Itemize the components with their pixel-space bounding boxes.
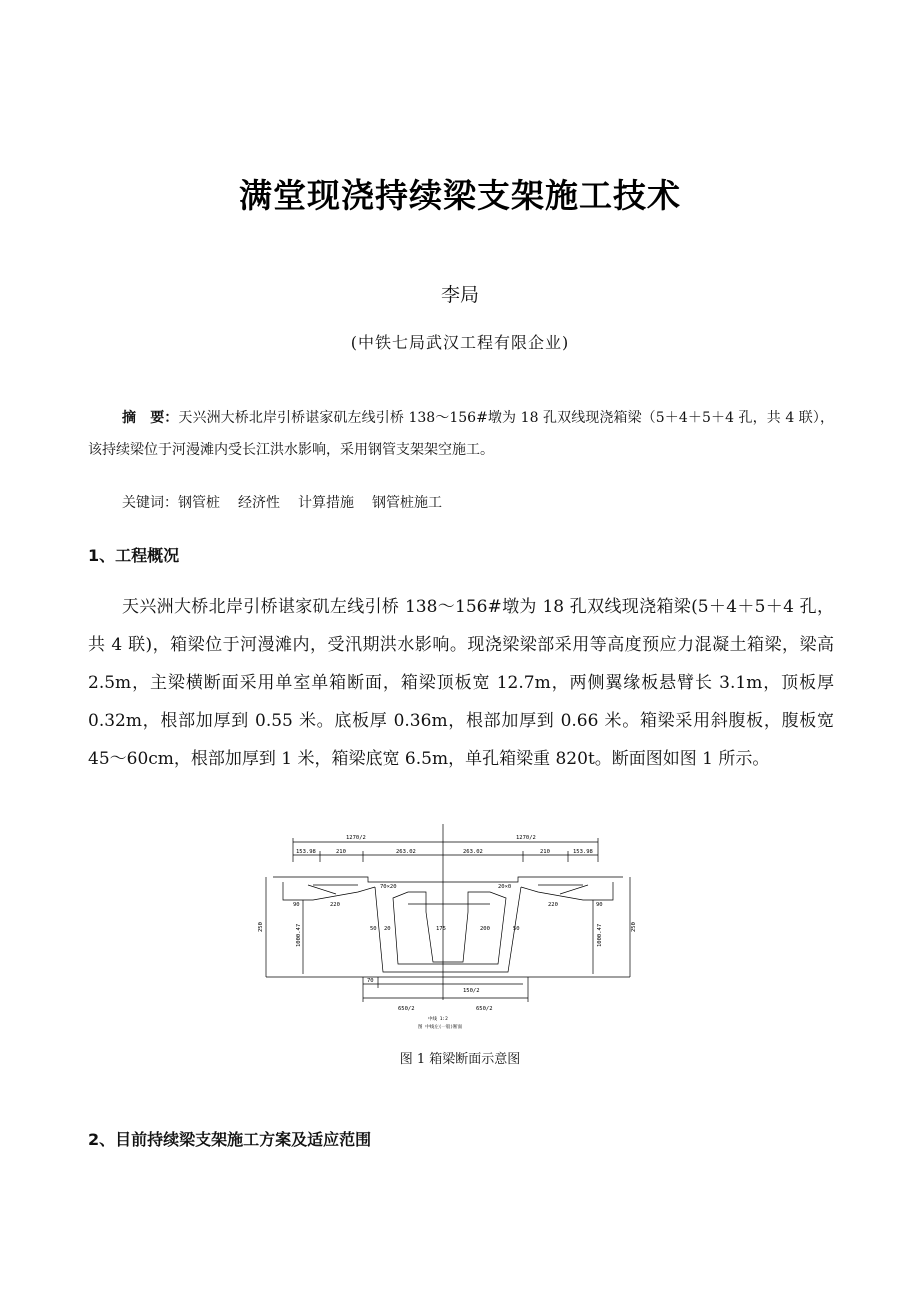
inner-label: 90 [596,902,603,908]
box-girder-section-drawing [258,822,638,1032]
deck-top-line [273,877,623,882]
label-left-height: 250 [258,922,264,932]
author-name: 李局 [440,284,479,306]
keyword-item: 钢管桩 [178,495,220,511]
keyword-item: 钢管桩施工 [372,495,442,511]
document-title: 满堂现浇持续梁支架施工技术 [239,176,681,215]
keyword-item: 计算措施 [298,495,354,511]
box-girder-outline [375,887,521,972]
abstract [88,402,834,466]
keyword-item: 经济性 [238,495,280,511]
inner-label: 70×20 [380,884,397,890]
abstract-label: 摘 要： [122,410,179,426]
author-affiliation: (中铁七局武汉工程有限企业) [350,333,570,352]
dim-row2-5: 210 [540,849,550,855]
inner-label: 175 [436,926,446,932]
inner-label: 200 [480,926,490,932]
inner-label: 220 [548,902,558,908]
inner-label: 90 [293,902,300,908]
inner-label: 50 [513,926,520,932]
label-center-bottom: 150/2 [463,988,480,994]
dim-top-left: 1270/2 [346,835,366,841]
dim-bottom-left: 650/2 [398,1006,415,1012]
section-1-paragraph: 天兴洲大桥北岸引桥谌家矶左线引桥 138～156#墩为 18 孔双线现浇箱梁(5＋4＋5＋4 孔，共 4 联)，箱梁位于河漫滩内，受汛期洪水影响。现浇梁梁部采用等高度预应力混凝土箱梁，梁高 2.5m，主梁横断面采用单室单箱断面，箱梁顶板宽 12.7m，两侧翼缘板悬臂长 3.1m，顶板厚 0.32m，根部加厚到 0.55 米。底板厚 0.36m，根部加厚到 0.66 米。箱梁采用斜腹板，腹板宽 45～60cm，根部加厚到 1 米，箱梁底宽 6.5m，单孔箱梁重 820t。断面图如图 1 所示。 [88,597,834,769]
figure-note-1: 中线 1:2 [428,1017,448,1022]
dim-row2-6: 153.98 [573,849,593,855]
keywords-label: 关键词： [122,495,178,511]
inner-label: 220 [330,902,340,908]
abstract-text: 天兴洲大桥北岸引桥谌家矶左线引桥 138～156#墩为 18 孔双线现浇箱梁（5＋4＋5＋4 孔，共 4 联），该持续梁位于河漫滩内受长江洪水影响，采用钢管支架架空施工。 [88,410,834,458]
label-right-height: 250 [631,922,637,932]
inner-label: 20 [384,926,391,932]
section-heading-2: 2、目前持续梁支架施工方案及适应范围 [88,1130,372,1149]
dim-row2-2: 210 [336,849,346,855]
side-label-right: 1000.47 [597,923,603,947]
inner-label: 20×0 [498,884,512,890]
dim-row2-4: 263.02 [463,849,483,855]
inner-label: 50 [370,926,377,932]
dim-bottom-right: 650/2 [476,1006,493,1012]
dim-row2-1: 153.98 [296,849,316,855]
figure-caption: 图 1 箱梁断面示意图 [399,1052,521,1067]
section-heading-1: 1、工程概况 [88,546,180,565]
dim-top-right: 1270/2 [516,835,536,841]
keywords [122,491,460,515]
dim-row2-3: 263.02 [396,849,416,855]
figure-note-2: 图 中线左(一般)断面 [418,1025,463,1030]
side-label-left: 1000.47 [296,923,302,947]
label-left-small: 70 [367,978,374,984]
